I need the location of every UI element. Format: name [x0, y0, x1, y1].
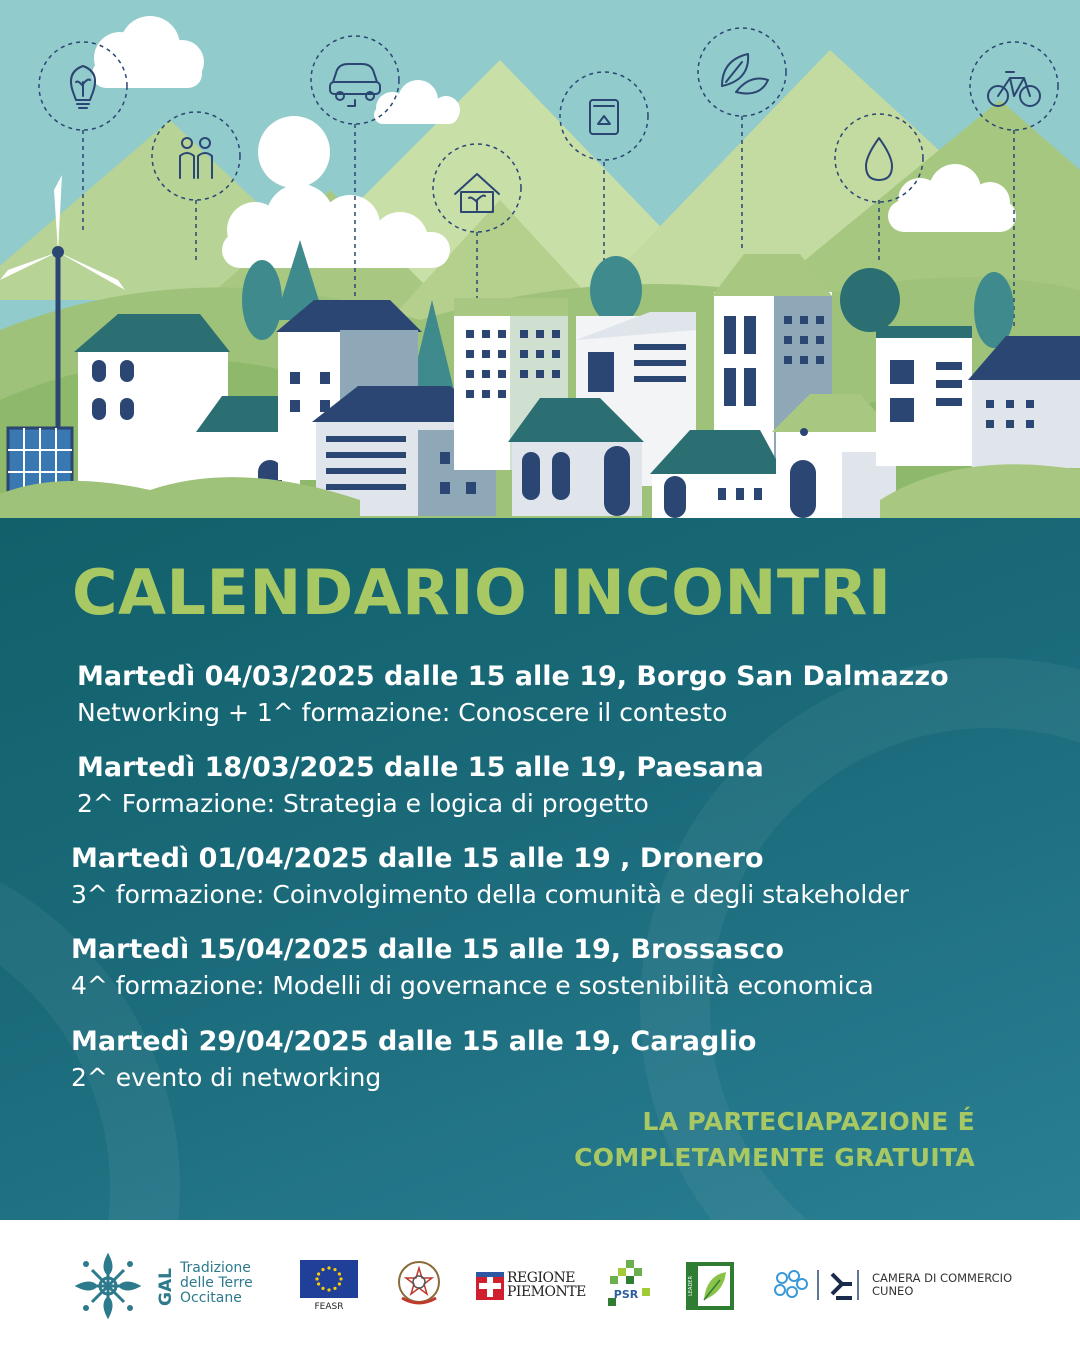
gal-word: GAL — [156, 1268, 176, 1306]
gal-name-line: Occitane — [180, 1290, 242, 1306]
partner-logos-footer — [0, 1220, 1080, 1350]
regione-piemonte-flag — [476, 1272, 504, 1300]
leader-logo — [686, 1262, 734, 1310]
event-detail: 2^ evento di networking — [71, 1063, 382, 1092]
free-note-line: LA PARTECIAPAZIONE É — [642, 1107, 975, 1136]
event-heading: Martedì 15/04/2025 dalle 15 alle 19, Brossasco — [71, 934, 784, 965]
event-detail: 3^ formazione: Coinvolgimento della comunità e degli stakeholder — [71, 880, 909, 909]
event-heading: Martedì 01/04/2025 dalle 15 alle 19 , Dronero — [71, 843, 764, 874]
italian-republic-emblem — [396, 1258, 442, 1308]
event-item — [71, 1024, 756, 1096]
regione-line: PIEMONTE — [507, 1284, 586, 1300]
leader-label: LEADER — [688, 1276, 694, 1296]
regione-piemonte-text — [507, 1271, 586, 1299]
event-detail: 2^ Formazione: Strategia e logica di progetto — [77, 789, 649, 818]
event-item — [71, 932, 874, 1004]
eu-flag-logo — [300, 1260, 358, 1298]
page-title: CALENDARIO INCONTRI — [72, 556, 892, 629]
regione-line: REGIONE — [507, 1270, 575, 1286]
camera-line: CAMERA DI COMMERCIO — [872, 1271, 1013, 1285]
psr-label: PSR — [613, 1288, 639, 1301]
event-item — [77, 750, 764, 822]
event-detail: Networking + 1^ formazione: Conoscere il contesto — [77, 698, 728, 727]
event-item — [71, 841, 909, 913]
event-heading: Martedì 04/03/2025 dalle 15 alle 19, Borgo San Dalmazzo — [77, 661, 949, 692]
camera-commercio-text — [872, 1272, 1012, 1298]
camera-line: CUNEO — [872, 1284, 914, 1298]
camera-commercio-logo — [772, 1266, 862, 1304]
gal-name — [180, 1261, 253, 1306]
event-heading: Martedì 29/04/2025 dalle 15 alle 19, Caraglio — [71, 1026, 757, 1057]
gal-occitan-cross-logo — [72, 1250, 144, 1322]
feasr-label: FEASR — [314, 1302, 344, 1312]
event-heading: Martedì 18/03/2025 dalle 15 alle 19, Paesana — [77, 752, 764, 783]
event-detail: 4^ formazione: Modelli di governance e sostenibilità economica — [71, 971, 874, 1000]
event-item — [77, 659, 949, 731]
gal-name-line: Tradizione — [180, 1260, 251, 1276]
free-participation-note — [574, 1104, 975, 1176]
gal-name-line: delle Terre — [180, 1275, 253, 1291]
events-panel — [0, 518, 1080, 1220]
city-illustration — [0, 0, 1080, 518]
free-note-line: COMPLETAMENTE GRATUITA — [574, 1143, 975, 1172]
psr-logo — [604, 1258, 652, 1314]
